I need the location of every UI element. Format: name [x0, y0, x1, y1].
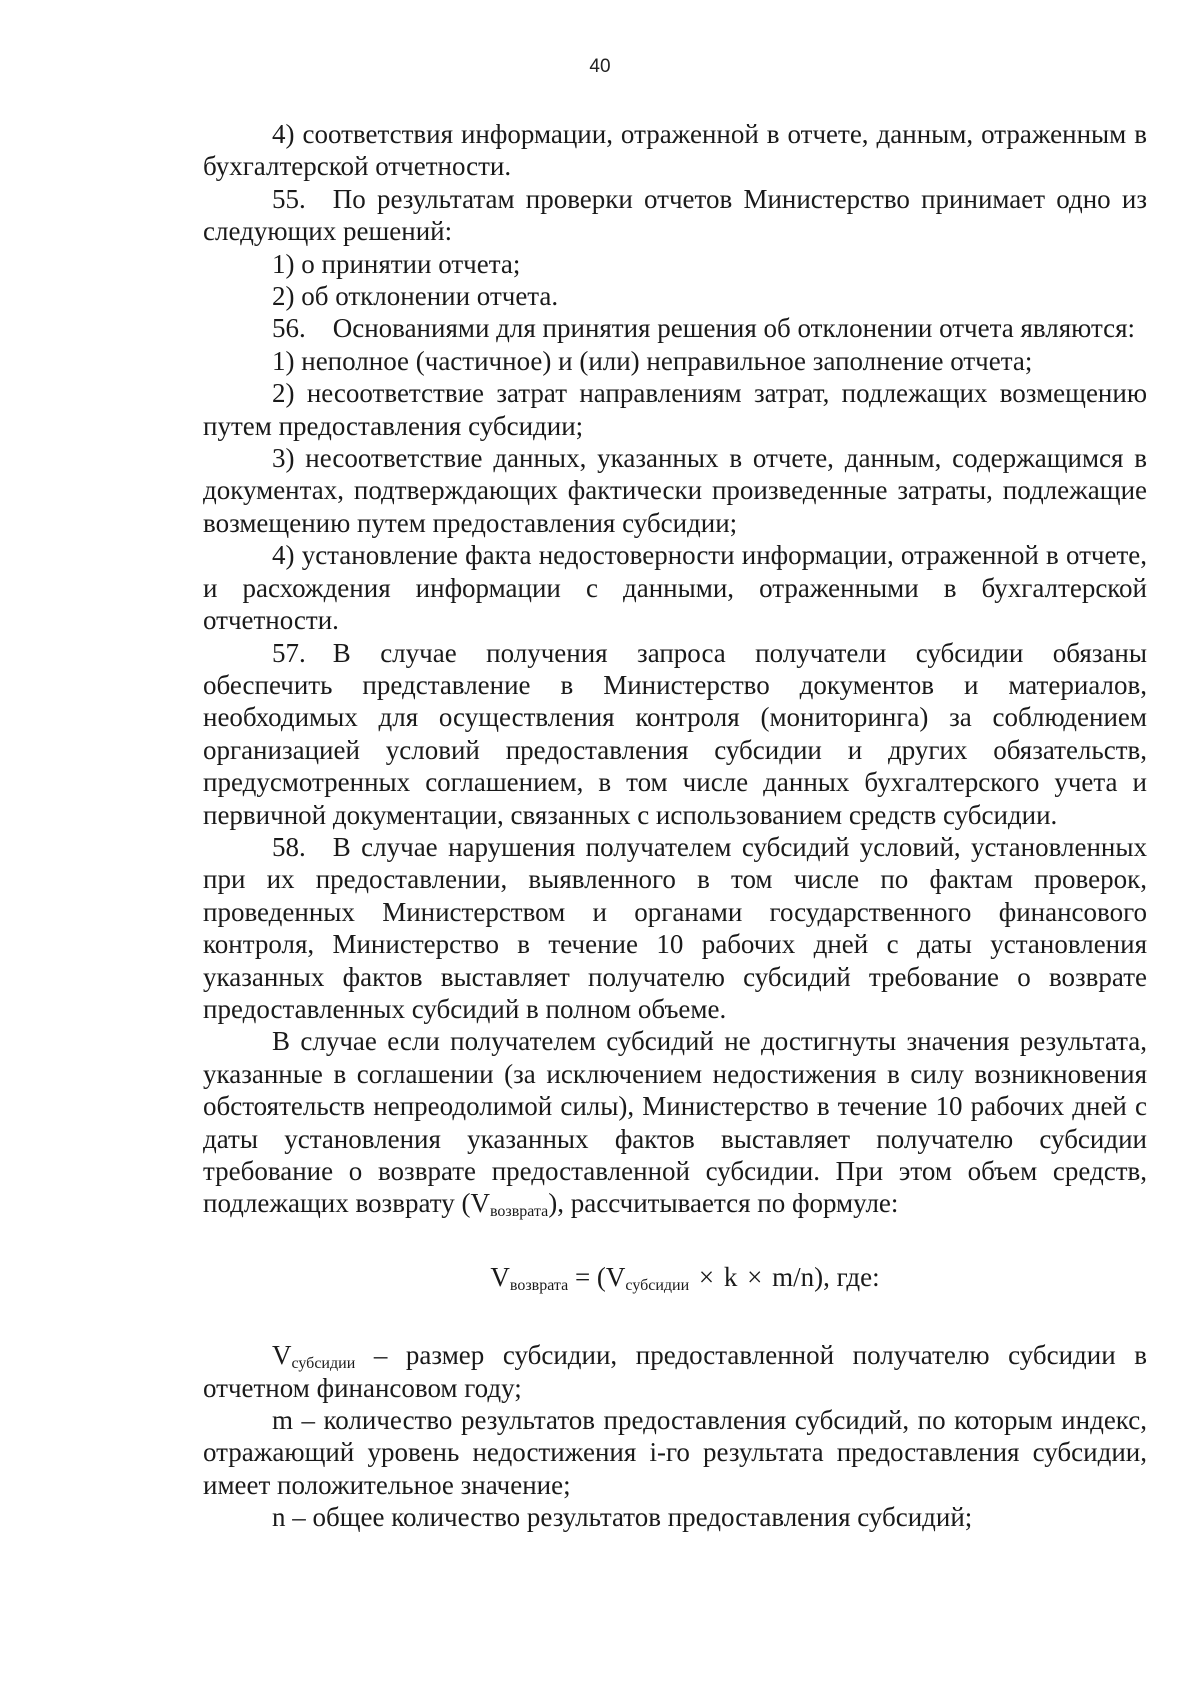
paragraph-56: 56. Основаниями для принятия решения об отклонении отчета являются: — [272, 313, 1136, 344]
paragraph-56-item-1: 1) неполное (частичное) и (или) неправильное заполнение отчета; — [272, 345, 1033, 376]
paragraph-4-correspondence: 4) соответствия информации, отраженной в отчете, данным, отраженным в бухгалтерской отчетности. — [203, 119, 1147, 182]
definition-n: n – общее количество результатов предоставления субсидий; — [272, 1502, 973, 1533]
return-text-after: ), рассчитывается по формуле: — [548, 1188, 899, 1219]
return-formula — [203, 1261, 1147, 1293]
page-number: 40 — [589, 56, 611, 77]
return-subscript: возврата — [489, 1203, 549, 1221]
formula-lhs-subscript: возврата — [509, 1276, 569, 1294]
paragraph-55: 55. По результатам проверки отчетов Министерство принимает одно из следующих решений: — [203, 183, 1147, 247]
paragraph-55-option-2: 2) об отклонении отчета. — [272, 281, 559, 312]
formula-v-subscript: субсидии — [625, 1276, 690, 1294]
paragraph-56-item-4: 4) установление факта недостоверности информации, отраженной в отчете, и расхождения информации с данными, отраженными в бухгалтерской отчетности. — [203, 540, 1147, 636]
definition-v-subscript: субсидии — [291, 1355, 356, 1373]
formula-times-2: × — [747, 1261, 763, 1292]
paragraph-56-item-2: 2) несоответствие затрат направлениям затрат, подлежащих возмещению путем предоставления субсидии; — [203, 378, 1147, 441]
definition-v-symbol: V — [272, 1340, 292, 1371]
document-body — [203, 118, 1147, 1534]
formula-k: k — [723, 1261, 738, 1292]
return-text-before: В случае если получателем субсидий не достигнуты значения результата, указанные в соглашении (за исключением недостижения в силу возникновения обстоятельств непреодолимой силы), Министерство в течение 10 рабочих дней с даты установления указанных фактов выставляет получателю субсидии требование о возврате предоставленной субсидии. При этом объем средств, подлежащих возврату (V — [203, 1026, 1147, 1219]
definition-v-text: – размер субсидии, предоставленной получателю субсидии в отчетном финансовом году; — [203, 1340, 1147, 1403]
definition-m: m – количество результатов предоставления субсидий, по которым индекс, отражающий уровень недостижения i-го результата предоставления субсидии, имеет положительное значение; — [203, 1405, 1147, 1500]
formula-lhs: V — [490, 1261, 510, 1292]
paragraph-56-item-3: 3) несоответствие данных, указанных в отчете, данным, содержащимся в документах, подтверждающих фактически произведенные затраты, подлежащие возмещению путем предоставления субсидии; — [203, 443, 1147, 538]
paragraph-57: 57. В случае получения запроса получатели субсидии обязаны обеспечить представление в Министерство документов и материалов, необходимых для осуществления контроля (мониторинга) за соблюдением организацией условий предоставления субсидии и других обязательств, предусмотренных соглашением, в том числе данных бухгалтерского учета и первичной документации, связанных с использованием средств субсидии. — [203, 637, 1147, 830]
paragraph-58: 58. В случае нарушения получателем субсидий условий, установленных при их предоставлении, выявленного в том числе по фактам проверок, проведенных Министерством и органами государственного финансового контроля, Министерство в течение 10 рабочих дней с даты установления указанных фактов выставляет получателю субсидий требование о возврате предоставленных субсидий в полном объеме. — [203, 831, 1147, 1024]
paragraph-return-calculation — [203, 1025, 1147, 1219]
definition-v-subsidy — [203, 1339, 1147, 1404]
formula-v: V — [605, 1261, 626, 1292]
formula-times-1: × — [698, 1261, 715, 1292]
formula-m-over-n: m/n), где: — [772, 1261, 880, 1292]
formula-equals: = ( — [568, 1261, 606, 1292]
paragraph-55-option-1: 1) о принятии отчета; — [272, 248, 521, 279]
